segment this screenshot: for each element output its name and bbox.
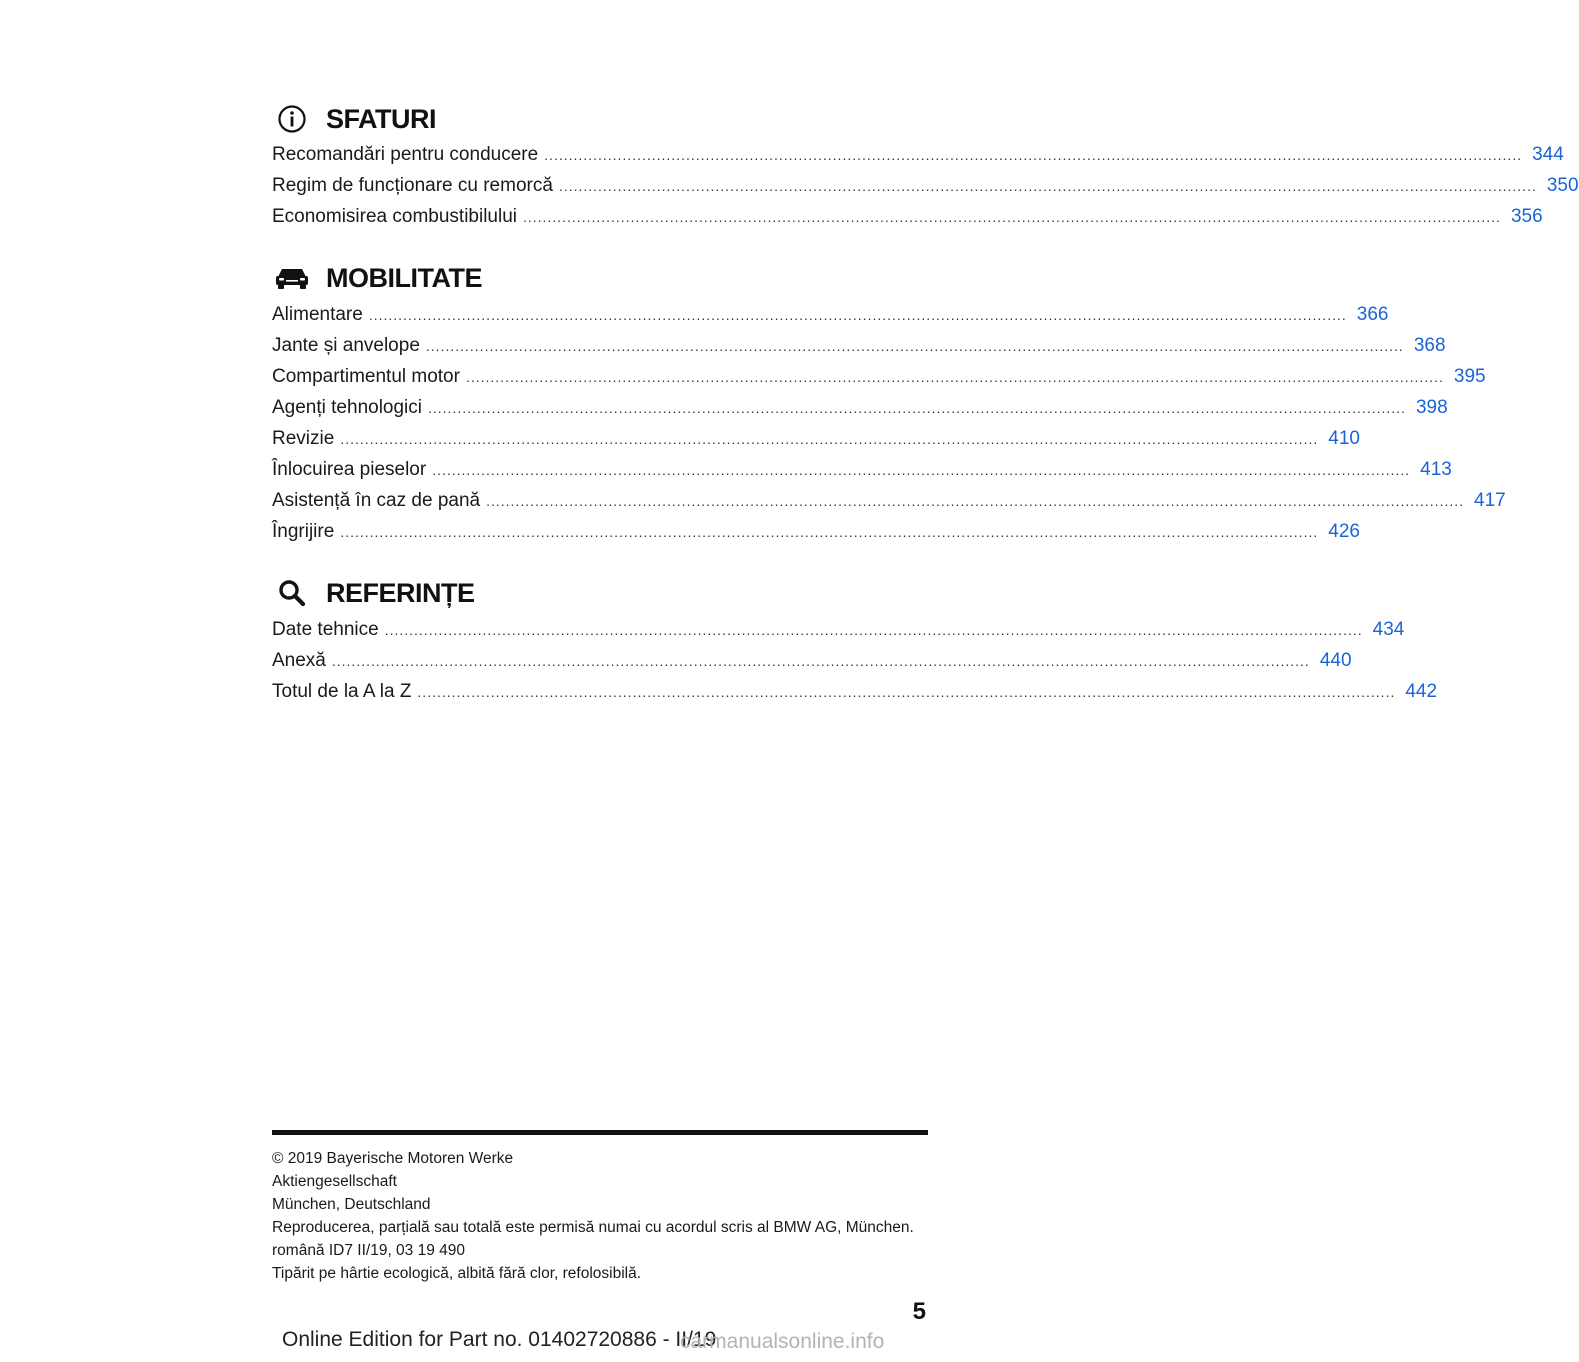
toc-entry-page-link[interactable]: 395 — [1453, 366, 1486, 387]
toc-entry-label: Înlocuirea pieselor — [272, 459, 427, 480]
toc-entry-page-link[interactable]: 440 — [1319, 650, 1352, 671]
toc-entry-page-link[interactable]: 344 — [1532, 144, 1564, 165]
dot-leader: ........................................................................................................................................................................................................ — [425, 338, 1404, 354]
dot-leader: ........................................................................................................................................................................................................ — [465, 369, 1444, 385]
toc-entry-page-link[interactable]: 398 — [1415, 397, 1448, 418]
imprint-line: München, Deutschland — [272, 1196, 431, 1213]
watermark: carmanualsonline.info — [680, 1330, 885, 1353]
toc-entry-page-link[interactable]: 350 — [1546, 175, 1579, 196]
toc-entry-page-link[interactable]: 366 — [1356, 304, 1389, 325]
imprint-line: română ID7 II/19, 03 19 490 — [272, 1242, 466, 1259]
toc-entry-label: Recomandări pentru conducere — [272, 144, 539, 165]
section-header-referinte — [272, 573, 475, 613]
section-title: REFERINȚE — [326, 577, 475, 608]
search-icon — [272, 573, 312, 613]
dot-leader: ........................................................................................................................................................................................................ — [428, 400, 1406, 416]
toc-entry[interactable] — [272, 647, 1352, 675]
dot-leader: ........................................................................................................................................................................................................ — [432, 462, 1411, 478]
toc-entry-label: Economisirea combustibilului — [272, 206, 517, 227]
toc-entry[interactable] — [272, 616, 1405, 644]
dot-leader: ........................................................................................................................................................................................................ — [340, 431, 1319, 447]
info-icon — [272, 99, 312, 139]
dot-leader: ........................................................................................................................................................................................................ — [558, 178, 1537, 194]
toc-entry-page-link[interactable]: 434 — [1372, 619, 1405, 640]
toc-entry-label: Anexă — [272, 650, 326, 671]
toc-entry-page-link[interactable]: 426 — [1328, 521, 1360, 542]
toc-entry-page-link[interactable]: 410 — [1328, 428, 1360, 449]
toc-entry[interactable] — [272, 363, 1486, 391]
dot-leader: ........................................................................................................................................................................................................ — [340, 524, 1319, 540]
imprint-line: Tipărit pe hârtie ecologică, albită fără clor, refolosibilă. — [272, 1265, 642, 1282]
toc-entry-label: Regim de funcționare cu remorcă — [272, 175, 553, 196]
toc-entry-label: Compartimentul motor — [272, 366, 460, 387]
toc-entry[interactable] — [272, 456, 1452, 484]
section-header-mobilitate — [272, 258, 482, 298]
section-title: SFATURI — [326, 103, 436, 134]
imprint-footer — [272, 1147, 952, 1285]
dot-leader: ........................................................................................................................................................................................................ — [384, 622, 1363, 638]
edition-note: Online Edition for Part no. 01402720886 - II/19 — [282, 1328, 717, 1351]
imprint-line: Reproducerea, parțială sau totală este permisă numai cu acordul scris al BMW AG, München. — [272, 1219, 914, 1236]
dot-leader: ........................................................................................................................................................................................................ — [417, 684, 1396, 700]
toc-entry-label: Jante și anvelope — [272, 335, 420, 356]
dot-leader: ........................................................................................................................................................................................................ — [544, 147, 1523, 163]
toc-entry-label: Îngrijire — [272, 521, 335, 542]
toc-entry-page-link[interactable]: 368 — [1413, 335, 1446, 356]
toc-entry-page-link[interactable]: 417 — [1474, 490, 1506, 511]
dot-leader: ........................................................................................................................................................................................................ — [368, 307, 1347, 323]
section-title: MOBILITATE — [326, 262, 482, 293]
car-icon — [272, 258, 312, 298]
toc-entry[interactable] — [272, 332, 1446, 360]
toc-entry[interactable] — [272, 425, 1360, 453]
toc-entry-label: Totul de la A la Z — [272, 681, 412, 702]
toc-entry-label: Alimentare — [272, 304, 363, 325]
dot-leader: ........................................................................................................................................................................................................ — [486, 493, 1465, 509]
section-header-sfaturi — [272, 99, 436, 139]
page-number: 5 — [912, 1298, 926, 1325]
toc-entry-page-link[interactable]: 356 — [1510, 206, 1543, 227]
toc-entry[interactable] — [272, 203, 1543, 231]
toc-entry-label: Date tehnice — [272, 619, 379, 640]
toc-entry[interactable] — [272, 141, 1564, 169]
toc-entry-page-link[interactable]: 413 — [1420, 459, 1452, 480]
toc-entry[interactable] — [272, 394, 1448, 422]
toc-entry-label: Revizie — [272, 428, 335, 449]
toc-entry[interactable] — [272, 518, 1360, 546]
imprint-line: Aktiengesellschaft — [272, 1173, 397, 1190]
toc-entry[interactable] — [272, 301, 1389, 329]
toc-entry-label: Agenți tehnologici — [272, 397, 422, 418]
toc-entry-label: Asistență în caz de pană — [272, 490, 481, 511]
toc-entry[interactable] — [272, 487, 1506, 515]
toc-entry[interactable] — [272, 678, 1438, 706]
imprint-line: © 2019 Bayerische Motoren Werke — [272, 1150, 514, 1167]
dot-leader: ........................................................................................................................................................................................................ — [331, 653, 1310, 669]
footer-divider — [272, 1130, 928, 1135]
toc-entry-page-link[interactable]: 442 — [1405, 681, 1438, 702]
dot-leader: ........................................................................................................................................................................................................ — [523, 209, 1501, 225]
toc-entry[interactable] — [272, 172, 1579, 200]
